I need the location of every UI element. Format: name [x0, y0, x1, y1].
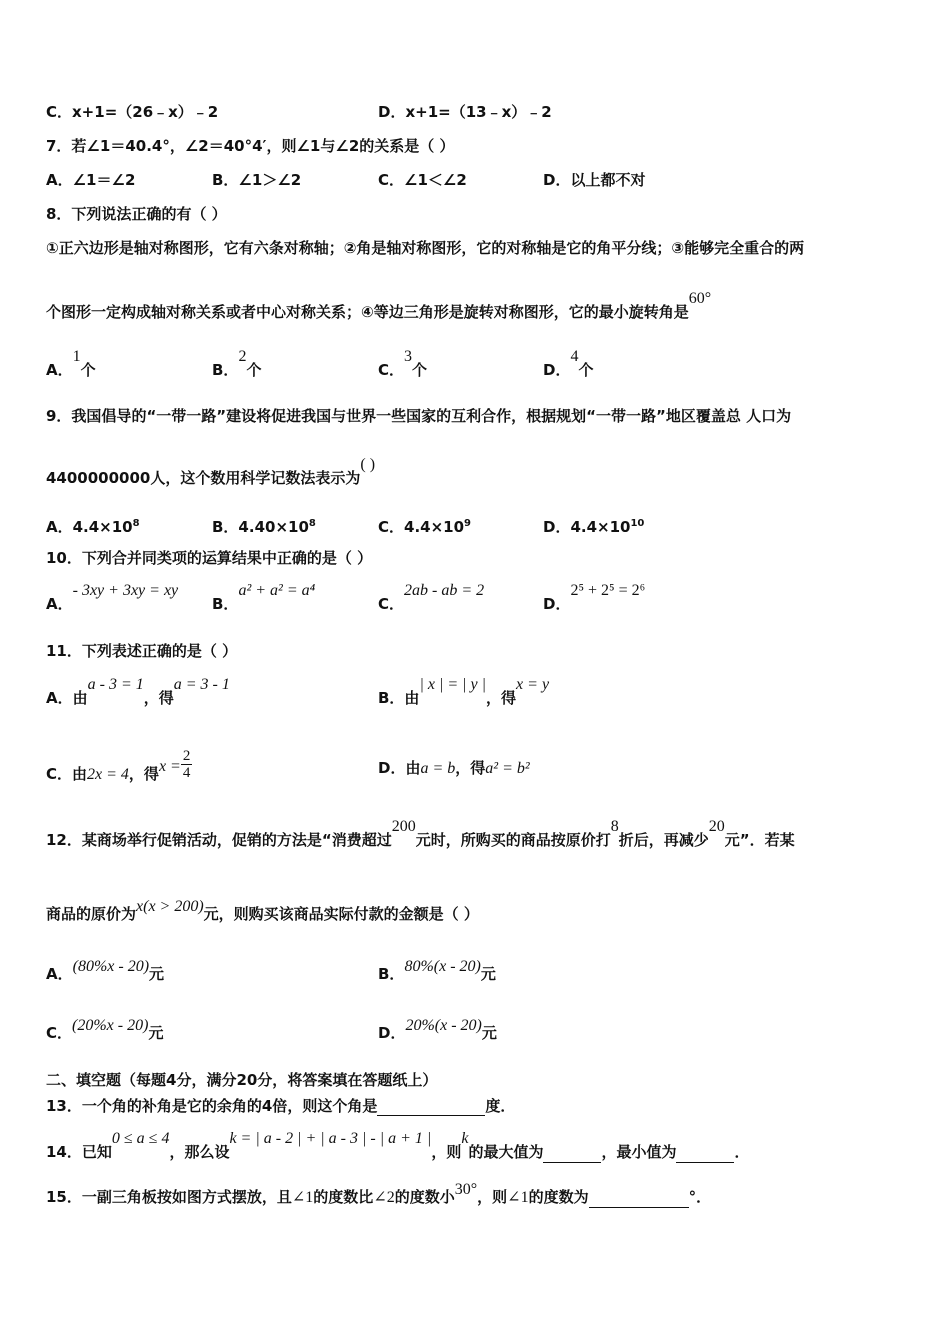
- q12-option-c-math: (20%x - 20): [72, 1017, 149, 1034]
- q14-text-f: ．: [734, 1143, 750, 1161]
- q12-option-d-math: 20%(x - 20): [405, 1017, 482, 1034]
- q15-angle-1b: ∠1: [507, 1189, 529, 1206]
- q11-option-d-text: ，得: [455, 759, 486, 777]
- q9-paren: ( ): [360, 456, 376, 473]
- q15-answer-blank[interactable]: [589, 1191, 689, 1208]
- q9-option-b: [212, 514, 316, 537]
- q14-math-range: 0 ≤ a ≤ 4: [111, 1130, 170, 1147]
- q12-option-a-math: (80%x - 20): [72, 958, 150, 975]
- q10-option-a-label: A．: [46, 595, 73, 613]
- q9-option-d-base: D．4.4×10: [543, 518, 631, 536]
- q8-option-b-value: 2: [238, 348, 247, 365]
- q6-option-d: D．x+1=（13﹣x）﹣2: [378, 103, 552, 121]
- q9-option-d-exp: 10: [630, 518, 645, 529]
- q9-option-d: [543, 514, 644, 537]
- q14-math-k2: k: [461, 1130, 469, 1147]
- q15-text-d: ，则: [477, 1188, 508, 1206]
- q12-line-2-a: 商品的原价为: [46, 905, 137, 923]
- q11-option-b-math1: | x | = | y |: [419, 676, 487, 693]
- q10-option-d: [543, 582, 646, 615]
- q10-option-c-label: C．: [378, 595, 405, 613]
- q14-math-k: k = | a - 2 | + | a - 3 | - | a + 1 |: [229, 1130, 432, 1147]
- q12-line-2-math: x(x > 200): [136, 898, 204, 915]
- q7-option-c: C．∠1＜∠2: [378, 171, 467, 189]
- q7-option-d: D．以上都不对: [543, 171, 646, 189]
- q12-line-2-b: 元，则购买该商品实际付款的金额是（ ）: [203, 905, 479, 923]
- q8-option-a-value: 1: [72, 348, 81, 365]
- q7-option-b: B．∠1＞∠2: [212, 171, 302, 189]
- q13-text-a: 13．一个角的补角是它的余角的4倍，则这个角是: [46, 1097, 378, 1115]
- q9-option-c: [378, 514, 471, 537]
- q9-option-c-exp: 9: [464, 518, 471, 529]
- q15-angle-2: ∠2: [373, 1189, 395, 1206]
- q8-line-2: [46, 290, 712, 323]
- q11-option-a-label: A．由: [46, 689, 88, 707]
- q11-option-c-math1: 2x = 4: [87, 766, 129, 783]
- q8-angle: 60°: [688, 290, 712, 307]
- q11-option-c-text: ，得: [128, 765, 159, 783]
- q8-line-2-text: 个图形一定构成轴对称关系或者中心对称关系；④等边三角形是旋转对称图形，它的最小旋转角是: [46, 303, 689, 321]
- q13-text-b: 度．: [485, 1097, 516, 1115]
- q15-angle-1: ∠1: [291, 1189, 314, 1206]
- q14-text-c: ，则: [431, 1143, 462, 1161]
- q10-option-c-math: 2ab - ab = 2: [404, 582, 485, 599]
- q12-option-a-unit: 元: [149, 965, 165, 983]
- q11-option-d: [378, 758, 530, 779]
- q11-option-d-label: D．由: [378, 759, 421, 777]
- section-2-title: 二、填空题（每题4分，满分20分，将答案填在答题纸上）: [46, 1071, 438, 1089]
- q10-option-d-math: 2⁵ + 2⁵ = 2⁶: [570, 582, 646, 599]
- q8-option-c: [378, 348, 428, 381]
- q8-option-d-value: 4: [570, 348, 579, 365]
- q9-option-b-base: B．4.40×10: [212, 518, 309, 536]
- q15: [46, 1181, 712, 1208]
- q12-number-20: 20: [708, 818, 725, 835]
- q9-option-c-base: C．4.4×10: [378, 518, 465, 536]
- q8-option-b: [212, 348, 262, 381]
- q11-option-b-text: ，得: [486, 689, 517, 707]
- q13-answer-blank[interactable]: [377, 1099, 485, 1116]
- q6-option-c: C．x+1=（26﹣x）﹣2: [46, 103, 219, 121]
- q12-number-8: 8: [610, 818, 619, 835]
- q10-option-a-math: - 3xy + 3xy = xy: [72, 582, 179, 599]
- q12-option-c-unit: 元: [148, 1024, 164, 1042]
- q12-number-200: 200: [391, 818, 416, 835]
- q11-option-a-math2: a = 3 - 1: [173, 676, 230, 693]
- q14-text-e: ，最小值为: [601, 1143, 677, 1161]
- q15-text-e: 的度数为: [528, 1188, 589, 1206]
- q12-option-b-unit: 元: [480, 965, 496, 983]
- q15-text-b: 的度数比: [313, 1188, 374, 1206]
- q15-degrees-30: 30°: [454, 1181, 478, 1198]
- q11-option-c-denominator: 4: [182, 765, 191, 781]
- q9-option-b-exp: 8: [308, 518, 316, 529]
- q11-option-a: [46, 676, 230, 709]
- q8-option-c-value: 3: [404, 348, 413, 365]
- q11-option-c-numerator: 2: [182, 748, 191, 764]
- q12-option-d: [378, 1017, 497, 1044]
- q11-option-b: [378, 676, 550, 709]
- q12-option-b: [378, 958, 496, 985]
- q14-text-b: ，那么设: [169, 1143, 230, 1161]
- q12-option-b-label: B．: [378, 965, 405, 983]
- q11-option-c-fraction: [181, 748, 193, 781]
- q12-option-d-unit: 元: [481, 1024, 497, 1042]
- q9-line-2-text: 4400000000人，这个数用科学记数法表示为: [46, 469, 361, 487]
- q10-stem: 10．下列合并同类项的运算结果中正确的是（ ）: [46, 549, 373, 567]
- q11-option-c-label: C．由: [46, 765, 88, 783]
- q8-stem: 8．下列说法正确的有（ ）: [46, 205, 227, 223]
- q8-option-c-unit: 个: [412, 361, 428, 379]
- q12-option-a: [46, 958, 165, 985]
- q14-text-d: 的最大值为: [468, 1143, 544, 1161]
- q12-option-c-label: C．: [46, 1024, 73, 1042]
- q12-option-b-math: 80%(x - 20): [404, 958, 481, 975]
- q12-option-d-label: D．: [378, 1024, 406, 1042]
- q8-option-a: [46, 348, 96, 381]
- q11-option-b-label: B．由: [378, 689, 420, 707]
- q10-option-a: [46, 582, 179, 615]
- q14: [46, 1130, 750, 1163]
- q8-option-d-unit: 个: [578, 361, 594, 379]
- q13: [46, 1096, 515, 1116]
- q12-line-1-a: 12．某商场举行促销活动，促销的方法是“消费超过: [46, 831, 392, 849]
- q8-option-c-label: C．: [378, 361, 405, 379]
- q8-option-a-label: A．: [46, 361, 73, 379]
- q10-option-b-label: B．: [212, 595, 239, 613]
- q9-line-1: 9．我国倡导的“一带一路”建设将促进我国与世界一些国家的互利合作，根据规划“一带一路”地区覆盖总 人口为: [46, 407, 792, 425]
- q15-text-f: °．: [688, 1188, 712, 1206]
- q9-option-a: [46, 514, 140, 537]
- q12-line-1: [46, 818, 795, 851]
- q11-option-b-math2: x = y: [516, 676, 550, 693]
- q12-option-a-label: A．: [46, 965, 73, 983]
- q12-option-c: [46, 1017, 164, 1044]
- q14-max-blank[interactable]: [543, 1146, 601, 1163]
- q11-option-c-math2: x =: [158, 758, 181, 775]
- q8-option-d: [543, 348, 594, 381]
- q7-option-a: A．∠1＝∠2: [46, 171, 136, 189]
- q9-option-a-exp: 8: [132, 518, 140, 529]
- q8-option-a-unit: 个: [80, 361, 96, 379]
- q10-option-d-label: D．: [543, 595, 571, 613]
- q11-option-a-math1: a - 3 = 1: [87, 676, 144, 693]
- q12-line-1-d: 元”．若某: [724, 831, 795, 849]
- q15-text-a: 15．一副三角板按如图方式摆放，且: [46, 1188, 292, 1206]
- q12-line-1-b: 元时，所购买的商品按原价打: [415, 831, 611, 849]
- q12-line-1-c: 折后，再减少: [618, 831, 709, 849]
- q11-option-a-text: ，得: [143, 689, 174, 707]
- q7-stem: 7．若∠1＝40.4°，∠2＝40°4′，则∠1与∠2的关系是（ ）: [46, 137, 455, 155]
- q14-text-a: 14．已知: [46, 1143, 112, 1161]
- q11-option-d-math2: a² = b²: [485, 760, 530, 777]
- q14-min-blank[interactable]: [676, 1146, 734, 1163]
- q9-line-2: [46, 456, 376, 489]
- q11-option-d-math1: a = b: [420, 760, 456, 777]
- q8-option-b-unit: 个: [246, 361, 262, 379]
- q11-stem: 11．下列表述正确的是（ ）: [46, 642, 238, 660]
- q9-option-a-base: A．4.4×10: [46, 518, 133, 536]
- q10-option-b: [212, 582, 316, 615]
- q10-option-c: [378, 582, 485, 615]
- q12-line-2: [46, 898, 479, 925]
- q8-option-b-label: B．: [212, 361, 239, 379]
- q15-text-c: 的度数小: [394, 1188, 455, 1206]
- q11-option-c: [46, 748, 192, 791]
- q10-option-b-math: a² + a² = a⁴: [238, 582, 316, 599]
- q8-line-1: ①正六边形是轴对称图形，它有六条对称轴；②角是轴对称图形，它的对称轴是它的角平分线；③能够完全重合的两: [46, 239, 805, 257]
- q8-option-d-label: D．: [543, 361, 571, 379]
